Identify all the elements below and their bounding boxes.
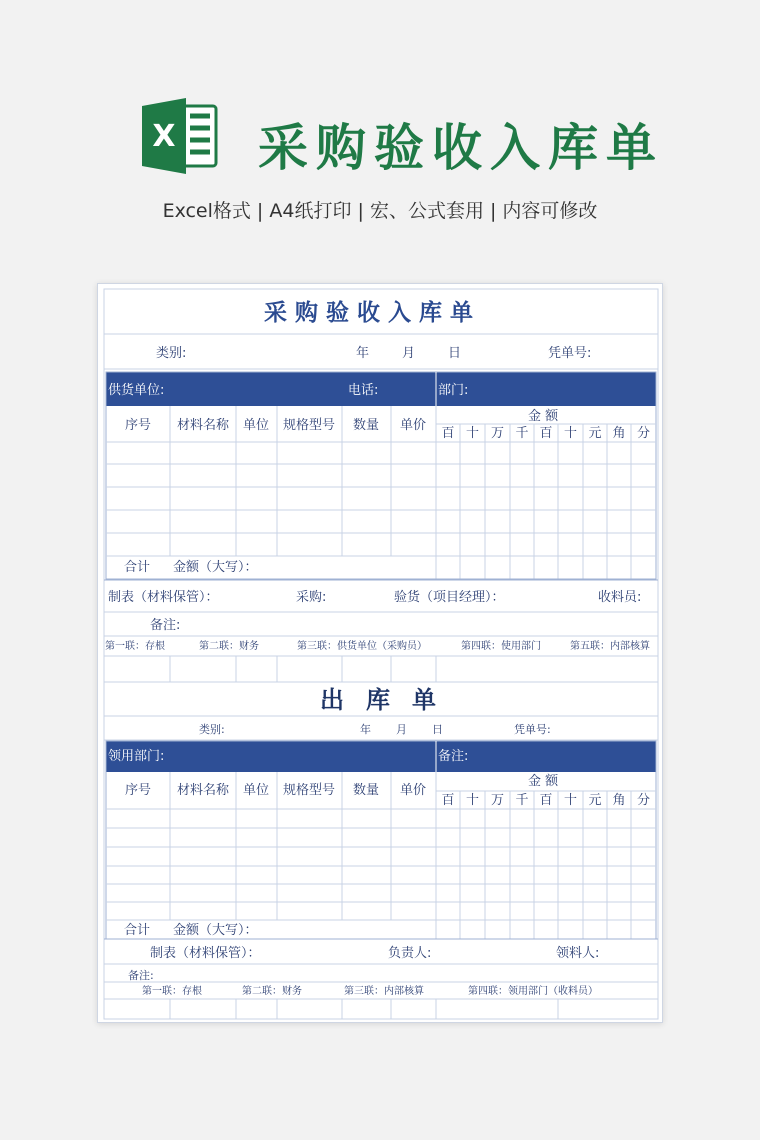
issue-digit-header: 十 [564, 793, 578, 808]
issue-day-label: 日 [432, 723, 443, 736]
receipt-digit-header: 万 [491, 426, 505, 441]
receipt-digit-header: 百 [539, 426, 553, 441]
receipt-month-label: 月 [402, 346, 416, 361]
issue-column-header: 序号 [125, 783, 152, 798]
issue-responsible-label: 负责人: [388, 946, 432, 961]
receipt-digit-header: 十 [564, 426, 578, 441]
issue-digit-header: 分 [637, 793, 651, 808]
receipt-receiver-label: 收料员: [598, 590, 642, 605]
excel-logo-icon [140, 98, 220, 174]
receipt-digit-header: 元 [588, 426, 602, 441]
receipt-column-header: 材料名称 [177, 418, 230, 433]
issue-picker-label: 领料人: [556, 946, 600, 961]
issue-copy-4: 第四联：领用部门（收料员） [468, 986, 598, 997]
logo-letter: X [152, 119, 176, 154]
issue-dept-label: 领用部门: [108, 749, 165, 764]
issue-month-label: 月 [396, 723, 407, 736]
receipt-copy-5: 第五联：内部核算 [570, 641, 650, 652]
receipt-purchase-label: 采购: [296, 590, 327, 605]
issue-digit-header: 角 [612, 793, 626, 808]
issue-copy-2: 第二联：财务 [242, 986, 302, 997]
receipt-copy-2: 第二联：财务 [199, 641, 259, 652]
receipt-copy-1: 第一联：存根 [105, 641, 165, 652]
receipt-column-header: 数量 [353, 418, 380, 433]
receipt-supplier-label: 供货单位: [108, 383, 165, 398]
issue-voucher-label: 凭单号: [514, 723, 551, 736]
receipt-digit-header: 分 [637, 426, 651, 441]
banner-title: 采购验收入库单 [258, 119, 664, 177]
issue-copy-1: 第一联：存根 [142, 986, 202, 997]
receipt-dept-label: 部门: [438, 383, 469, 398]
receipt-phone-label: 电话: [348, 383, 379, 398]
receipt-copy-3: 第三联：供货单位（采购员） [297, 641, 427, 652]
grid-box [106, 372, 656, 406]
issue-digit-header: 十 [466, 793, 480, 808]
receipt-column-header: 单位 [243, 418, 270, 433]
issue-remark-head-label: 备注: [438, 749, 469, 764]
receipt-amount-header: 金 额 [528, 409, 559, 424]
issue-digit-header: 万 [491, 793, 505, 808]
banner-subtitle: Excel格式 | A4纸打印 | 宏、公式套用 | 内容可修改 [162, 200, 598, 222]
receipt-digit-header: 角 [612, 426, 626, 441]
issue-title: 出库单 [320, 686, 458, 714]
issue-column-header: 材料名称 [177, 783, 230, 798]
issue-maker-label: 制表（材料保管）： [150, 946, 261, 961]
issue-digit-header: 百 [441, 793, 455, 808]
receipt-digit-header: 百 [441, 426, 455, 441]
issue-remark-label: 备注: [128, 969, 154, 982]
receipt-total-label: 合计 [124, 560, 151, 575]
issue-amount-words-label: 金额（大写）： [173, 923, 258, 938]
form-grid [98, 284, 664, 1024]
grid-box [106, 741, 656, 772]
issue-column-header: 单位 [243, 783, 270, 798]
issue-column-header: 单价 [400, 783, 427, 798]
issue-amount-header: 金 额 [528, 774, 559, 789]
receipt-voucher-label: 凭单号: [548, 346, 592, 361]
issue-column-header: 数量 [353, 783, 380, 798]
banner [0, 0, 760, 260]
issue-total-label: 合计 [124, 923, 151, 938]
receipt-amount-words-label: 金额（大写）： [173, 560, 258, 575]
issue-column-header: 规格型号 [283, 783, 336, 798]
issue-copy-3: 第三联：内部核算 [344, 986, 424, 997]
issue-digit-header: 千 [515, 793, 529, 808]
receipt-day-label: 日 [448, 346, 462, 361]
issue-category-label: 类别: [199, 723, 225, 736]
issue-year-label: 年 [360, 723, 371, 736]
receipt-category-label: 类别: [156, 346, 187, 361]
receipt-copy-4: 第四联：使用部门 [461, 641, 541, 652]
receipt-column-header: 单价 [400, 418, 427, 433]
receipt-remark-label: 备注: [150, 618, 181, 633]
form-sheet [97, 283, 663, 1023]
issue-digit-header: 元 [588, 793, 602, 808]
receipt-column-header: 序号 [125, 418, 152, 433]
receipt-inspect-label: 验货（项目经理）： [394, 590, 505, 605]
receipt-year-label: 年 [356, 346, 370, 361]
issue-digit-header: 百 [539, 793, 553, 808]
receipt-digit-header: 十 [466, 426, 480, 441]
receipt-column-header: 规格型号 [283, 418, 336, 433]
receipt-title: 采购验收入库单 [264, 300, 481, 326]
receipt-maker-label: 制表（材料保管）： [108, 590, 219, 605]
receipt-digit-header: 千 [515, 426, 529, 441]
